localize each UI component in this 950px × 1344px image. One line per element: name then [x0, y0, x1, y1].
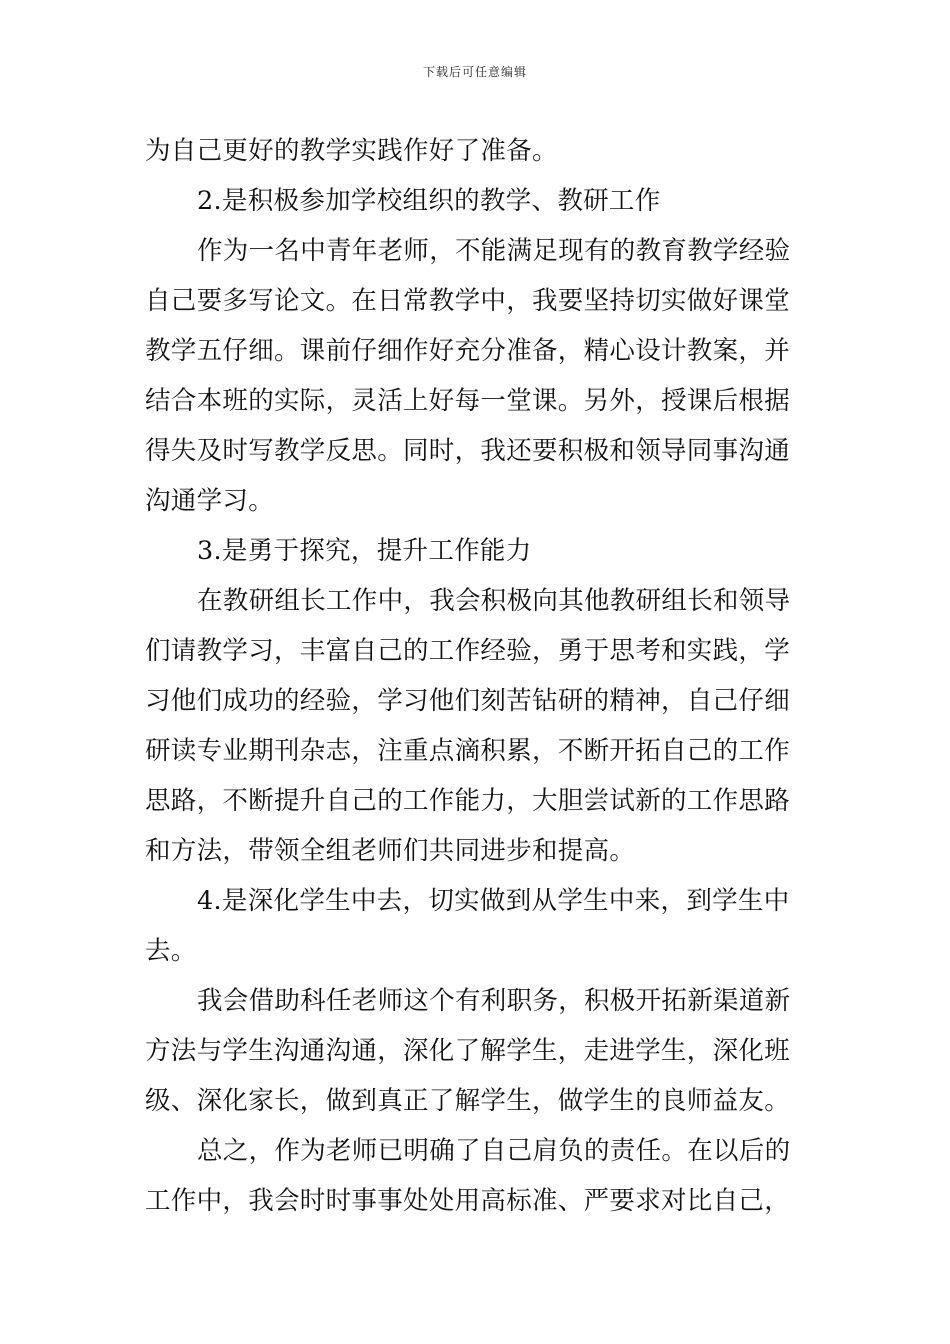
text-line: 沟通学习。	[145, 486, 275, 516]
text-line: 自己要多写论文。在日常教学中，我要坚持切实做好课堂	[145, 286, 791, 316]
text-line: 总之，作为老师已明确了自己肩负的责任。在以后的	[197, 1136, 791, 1166]
text-line: 4.是深化学生中去，切实做到从学生中来，到学生中	[197, 886, 790, 916]
text-line: 得失及时写教学反思。同时，我还要积极和领导同事沟通	[145, 436, 791, 466]
text-line: 和方法，带领全组老师们共同进步和提高。	[145, 836, 636, 866]
text-line: 研读专业期刊杂志，注重点滴积累，不断开拓自己的工作	[145, 736, 791, 766]
text-line: 级、深化家长，做到真正了解学生，做学生的良师益友。	[145, 1086, 791, 1116]
page-header-note: 下载后可任意编辑	[422, 65, 527, 79]
text-line: 3.是勇于探究，提升工作能力	[197, 536, 532, 566]
text-line: 去。	[145, 936, 197, 966]
text-line: 思路，不断提升自己的工作能力，大胆尝试新的工作思路	[145, 786, 791, 816]
text-line: 我会借助科任老师这个有利职务，积极开拓新渠道新	[197, 986, 791, 1016]
text-line: 为自己更好的教学实践作好了准备。	[145, 136, 558, 166]
document-body	[145, 126, 810, 1226]
text-line: 们请教学习，丰富自己的工作经验，勇于思考和实践，学	[145, 636, 791, 666]
text-line: 2.是积极参加学校组织的教学、教研工作	[197, 186, 661, 216]
text-line: 工作中，我会时时事事处处用高标准、严要求对比自己，	[145, 1186, 791, 1216]
text-line: 习他们成功的经验，学习他们刻苦钻研的精神，自己仔细	[145, 686, 791, 716]
text-line: 结合本班的实际，灵活上好每一堂课。另外，授课后根据	[145, 386, 791, 416]
text-line: 在教研组长工作中，我会积极向其他教研组长和领导	[197, 586, 791, 616]
text-line: 作为一名中青年老师，不能满足现有的教育教学经验	[197, 236, 791, 266]
text-line: 方法与学生沟通沟通，深化了解学生，走进学生，深化班	[145, 1036, 791, 1066]
text-line: 教学五仔细。课前仔细作好充分准备，精心设计教案，并	[145, 336, 791, 366]
